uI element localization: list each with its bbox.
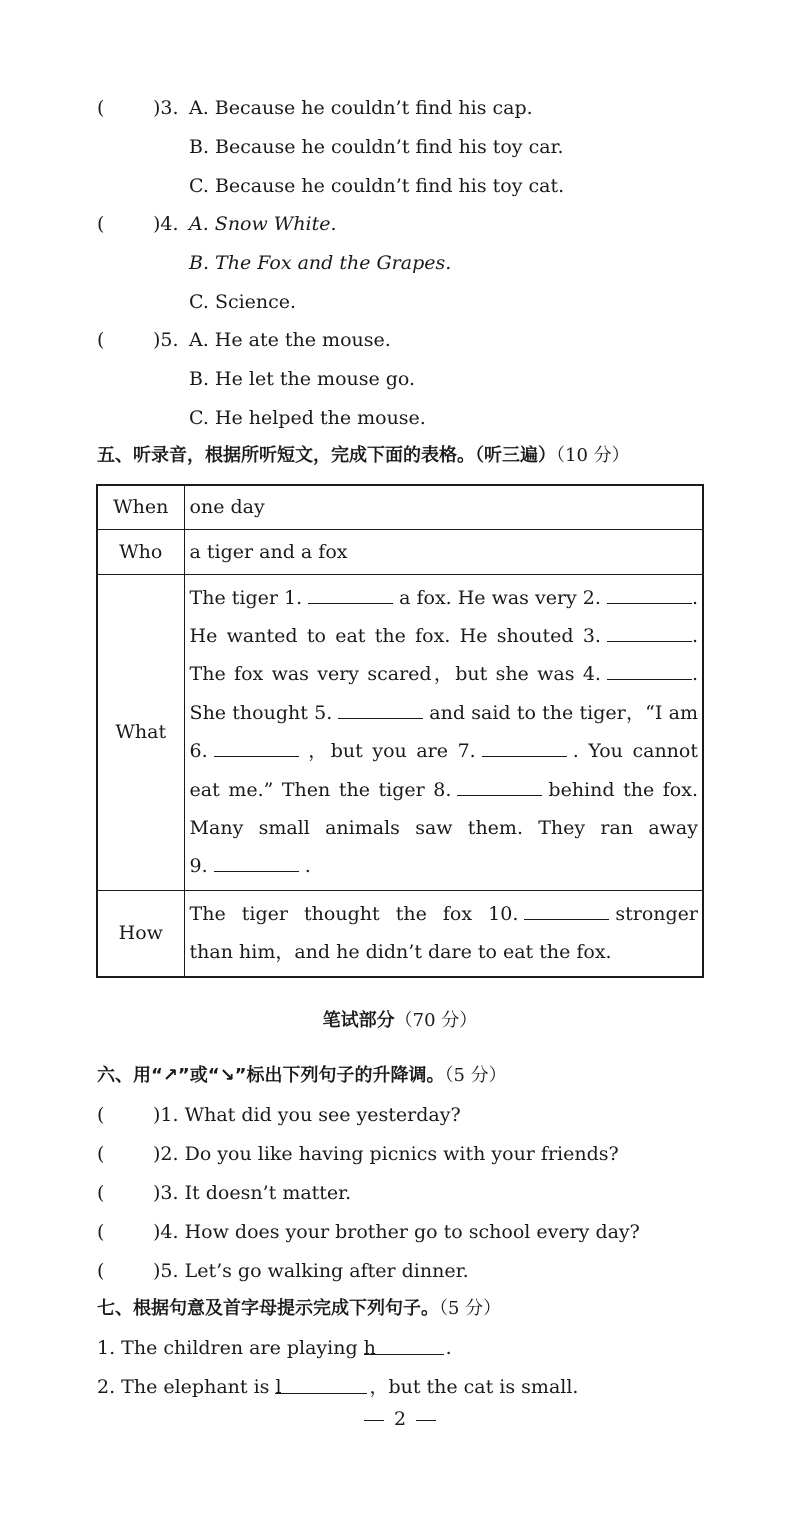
sentence-item: 1. The children are playing h . [97,1337,452,1359]
blank-9[interactable] [214,853,299,872]
blank-10[interactable] [524,901,609,920]
row-label-what: What [97,574,184,890]
answer-paren-open[interactable]: ( [97,1221,105,1243]
blank-6[interactable] [214,738,299,757]
option-c: C. Because he couldn’t find his toy cat. [189,175,565,197]
question-number: )5. [153,329,179,351]
option-c: C. Science. [189,291,297,313]
letter-blank[interactable]: l [275,1375,367,1394]
when-value: one day [184,485,703,529]
option-b: B. Because he couldn’t find his toy car. [189,136,564,158]
section-7-heading: 七、根据句意及首字母提示完成下列句子。（5 分） [97,1298,502,1319]
answer-paren-open[interactable]: ( [97,1182,105,1204]
question-number: )3. [153,97,179,119]
story-table [96,484,704,978]
blank-8[interactable] [457,777,542,796]
answer-paren-open[interactable]: ( [97,1104,105,1126]
blank-4[interactable] [607,661,692,680]
dash-right [416,1420,436,1421]
option-b: B. The Fox and the Grapes. [189,252,452,274]
answer-paren-open[interactable]: ( [97,97,105,119]
written-part-heading: 笔试部分（70 分） [322,1010,478,1031]
table-row-how [97,890,703,976]
blank-3[interactable] [607,623,692,642]
row-label-when: When [97,485,184,529]
what-passage: The tiger 1. a fox. He was very 2. . He wanted to eat the fox. He shouted 3. . The fox was very scared，but she was 4. . She thought 5. and said to the tiger，“I am 6. ，but you are 7. . You cannot eat me.” Then the tiger 8. behind the fox. Many small animals saw them. They ran away 9. . [184,574,703,890]
row-label-how: How [97,890,184,976]
how-passage: The tiger thought the fox 10. stronger than him，and he didn’t dare to eat the fox. [184,890,703,976]
answer-paren-open[interactable]: ( [97,329,105,351]
sentence-item: 2. The elephant is l ，but the cat is small. [97,1376,579,1398]
letter-blank[interactable]: h [364,1336,444,1355]
row-label-who: Who [97,529,184,574]
table-row-who [97,529,703,574]
question-number: )4. [153,213,179,235]
blank-2[interactable] [607,585,692,604]
option-a: A. Because he couldn’t find his cap. [189,97,533,119]
blank-1[interactable] [308,585,393,604]
option-a: A. Snow White. [189,213,337,235]
section-6-heading: 六、用“↗”或“↘”标出下列句子的升降调。（5 分） [97,1065,507,1086]
option-c: C. He helped the mouse. [189,407,426,429]
option-a: A. He ate the mouse. [189,329,391,351]
section-5-heading: 五、听录音，根据所听短文，完成下面的表格。（听三遍）（10 分） [97,445,630,466]
dash-left [364,1420,384,1421]
answer-paren-open[interactable]: ( [97,213,105,235]
who-value: a tiger and a fox [184,529,703,574]
blank-5[interactable] [338,700,423,719]
table-row-what [97,574,703,890]
blank-7[interactable] [482,738,567,757]
answer-paren-open[interactable]: ( [97,1260,105,1282]
page-number: 2 [0,1408,800,1430]
table-row-when [97,485,703,529]
answer-paren-open[interactable]: ( [97,1143,105,1165]
option-b: B. He let the mouse go. [189,368,416,390]
